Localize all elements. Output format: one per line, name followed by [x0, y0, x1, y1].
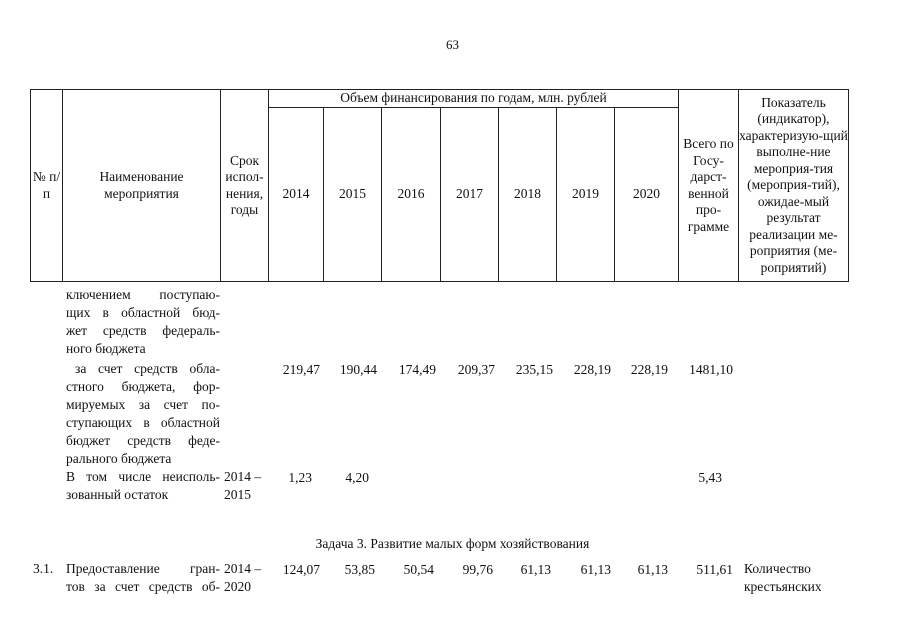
- row3-value: 50,54: [403, 562, 434, 577]
- header-year: 2017: [456, 186, 483, 202]
- row1-value: 235,15: [515, 362, 553, 377]
- row1-name-line: мируемых за счет по-: [66, 397, 220, 412]
- continuation-line: жет средств федераль-: [66, 323, 220, 338]
- row2-total: 5,43: [698, 470, 722, 485]
- row3-term: 2020: [224, 579, 251, 594]
- row2-name-line: В том числе неисполь-: [66, 469, 220, 484]
- row3-num: 3.1.: [33, 561, 54, 576]
- row1-name-line: бюджет средств феде-: [66, 433, 220, 448]
- row1-name-line: рального бюджета: [66, 451, 172, 466]
- row2-term: 2015: [224, 487, 251, 502]
- row1-value: 228,19: [573, 362, 611, 377]
- continuation-line: ного бюджета: [66, 341, 146, 356]
- row2-value: 1,23: [288, 470, 312, 485]
- header-year: 2020: [633, 186, 660, 202]
- page-number: 63: [446, 37, 459, 52]
- header-total: Всего по Госу-дарст-венной про-грамме: [683, 136, 734, 234]
- header-num: № п/п: [32, 169, 61, 201]
- continuation-line: щих в областной бюд-: [66, 305, 220, 320]
- row3-value: 61,13: [520, 562, 551, 577]
- task-heading: Задача 3. Развитие малых форм хозяйствования: [315, 536, 590, 551]
- row2-term: 2014 –: [224, 469, 262, 484]
- row1-total: 1481,10: [689, 362, 733, 377]
- row2-value: 4,20: [345, 470, 369, 485]
- row3-name-line: Предоставление гран-: [66, 561, 220, 576]
- row1-name-line: ступающих в областной: [66, 415, 220, 430]
- row1-value: 228,19: [630, 362, 668, 377]
- row1-value: 219,47: [282, 362, 320, 377]
- header-year: 2014: [282, 186, 310, 202]
- header-name: Наименование мероприятия: [99, 169, 184, 201]
- row1-value: 174,49: [398, 362, 436, 377]
- row3-value: 124,07: [282, 562, 320, 577]
- continuation-line: ключением поступаю-: [66, 287, 220, 302]
- row3-term: 2014 –: [224, 561, 262, 576]
- row1-value: 190,44: [339, 362, 377, 377]
- header-year: 2015: [339, 186, 366, 202]
- row3-indicator: крестьянских: [744, 579, 822, 594]
- row1-value: 209,37: [457, 362, 495, 377]
- row3-value: 61,13: [580, 562, 611, 577]
- row3-name-line: тов за счет средств об-: [66, 579, 220, 594]
- row3-indicator: Количество: [744, 561, 811, 576]
- row3-value: 61,13: [637, 562, 668, 577]
- header-year: 2018: [514, 186, 541, 202]
- row3-value: 53,85: [344, 562, 375, 577]
- header-funding: Объем финансирования по годам, млн. рублей: [340, 90, 607, 106]
- row1-name-line: стного бюджета, фор-: [66, 379, 220, 394]
- header-year: 2016: [397, 186, 425, 202]
- row1-name-line: за счет средств обла-: [75, 361, 220, 376]
- row3-value: 99,76: [462, 562, 493, 577]
- header-year: 2019: [572, 186, 599, 202]
- header-term: Срок испол-нения, годы: [225, 152, 264, 217]
- row2-name-line: зованный остаток: [66, 487, 169, 502]
- row3-total: 511,61: [696, 562, 733, 577]
- header-indicator: Показатель (индикатор), характеризую-щий выполне-ние мероприя-тия (мероприя-тий), ожидае-мый результат реализации ме-роприятия (ме-роприятий): [739, 94, 848, 275]
